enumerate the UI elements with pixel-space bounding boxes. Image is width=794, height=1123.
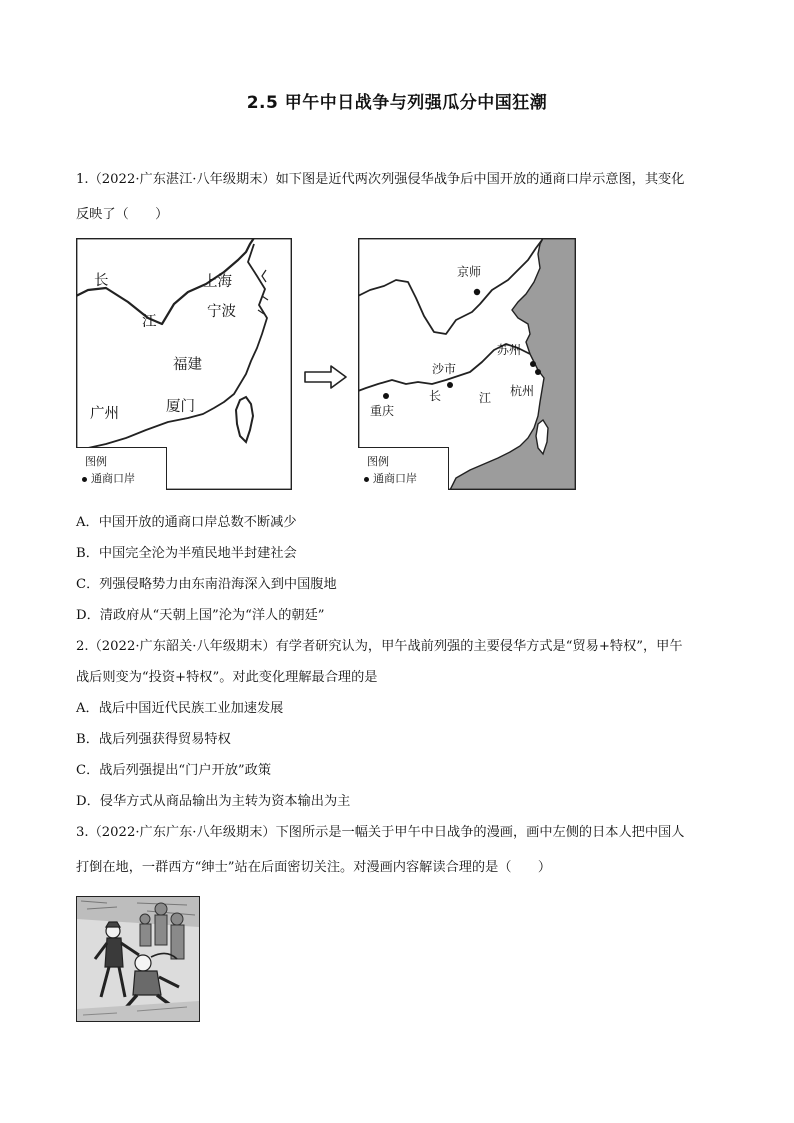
- q2-option-b: B．战后列强获得贸易特权: [76, 732, 231, 747]
- label-shashi: 沙市: [432, 362, 457, 376]
- q1-option-b: B．中国完全沦为半殖民地半封建社会: [76, 546, 297, 561]
- map-right-legend: [358, 447, 449, 490]
- label-chang-right: 长: [429, 389, 442, 403]
- label-jingshi: 京师: [457, 265, 482, 279]
- legend-item-label: 通商口岸: [373, 472, 417, 485]
- q3-stem-line1: 3.（2022·广东广东·八年级期末）下图所示是一幅关于甲午中日战争的漫画，画中左侧的日本人把中国人: [76, 825, 685, 840]
- label-hangzhou: 杭州: [510, 384, 535, 398]
- port-dot-icon: [82, 477, 87, 482]
- q1-stem-line1: 1.（2022·广东湛江·八年级期末）如下图是近代两次列强侵华战争后中国开放的通商口岸示意图，其变化: [76, 172, 685, 187]
- map-right: [358, 238, 576, 490]
- legend-title: 图例: [85, 455, 107, 468]
- legend-item: [82, 470, 135, 486]
- q2-stem-line1: 2.（2022·广东韶关·八年级期末）有学者研究认为，甲午战前列强的主要侵华方式是“贸易+特权”，甲午: [76, 639, 683, 654]
- q1-option-d: D．清政府从“天朝上国”沦为“洋人的朝廷”: [76, 608, 325, 623]
- label-fujian: 福建: [173, 357, 202, 373]
- map-left: [76, 238, 292, 490]
- map-left-legend: [76, 447, 167, 490]
- q1-stem-line2: 反映了（ ）: [76, 207, 169, 222]
- label-xiamen: 厦门: [166, 399, 195, 415]
- cartoon-image: [76, 896, 200, 1022]
- q1-option-a: A．中国开放的通商口岸总数不断减少: [76, 515, 297, 530]
- q3-stem-line2: 打倒在地，一群西方“绅士”站在后面密切关注。对漫画内容解读合理的是（ ）: [76, 860, 552, 875]
- q2-option-a: A．战后中国近代民族工业加速发展: [76, 701, 284, 716]
- q2-option-c: C．战后列强提出“门户开放”政策: [76, 763, 272, 778]
- label-shanghai: 上海: [203, 274, 232, 290]
- q1-option-c: C．列强侵略势力由东南沿海深入到中国腹地: [76, 577, 337, 592]
- label-jiang: 江: [142, 314, 157, 330]
- legend-item: [364, 470, 417, 486]
- port-dot-icon: [364, 477, 369, 482]
- label-suzhou: 苏州: [497, 343, 522, 357]
- label-chang: 长: [94, 273, 109, 289]
- label-guangzhou: 广州: [90, 406, 119, 422]
- q2-option-d: D．侵华方式从商品输出为主转为资本输出为主: [76, 794, 351, 809]
- label-chongqing: 重庆: [370, 404, 395, 418]
- label-ningbo: 宁波: [207, 304, 236, 320]
- page-title: 2.5 甲午中日战争与列强瓜分中国狂潮: [246, 93, 548, 113]
- label-jiang-right: 江: [479, 391, 492, 405]
- legend-title: 图例: [367, 455, 389, 468]
- q2-stem-line2: 战后则变为“投资+特权”。对此变化理解最合理的是: [76, 670, 378, 685]
- legend-item-label: 通商口岸: [91, 472, 135, 485]
- arrow-right-icon: [303, 364, 349, 390]
